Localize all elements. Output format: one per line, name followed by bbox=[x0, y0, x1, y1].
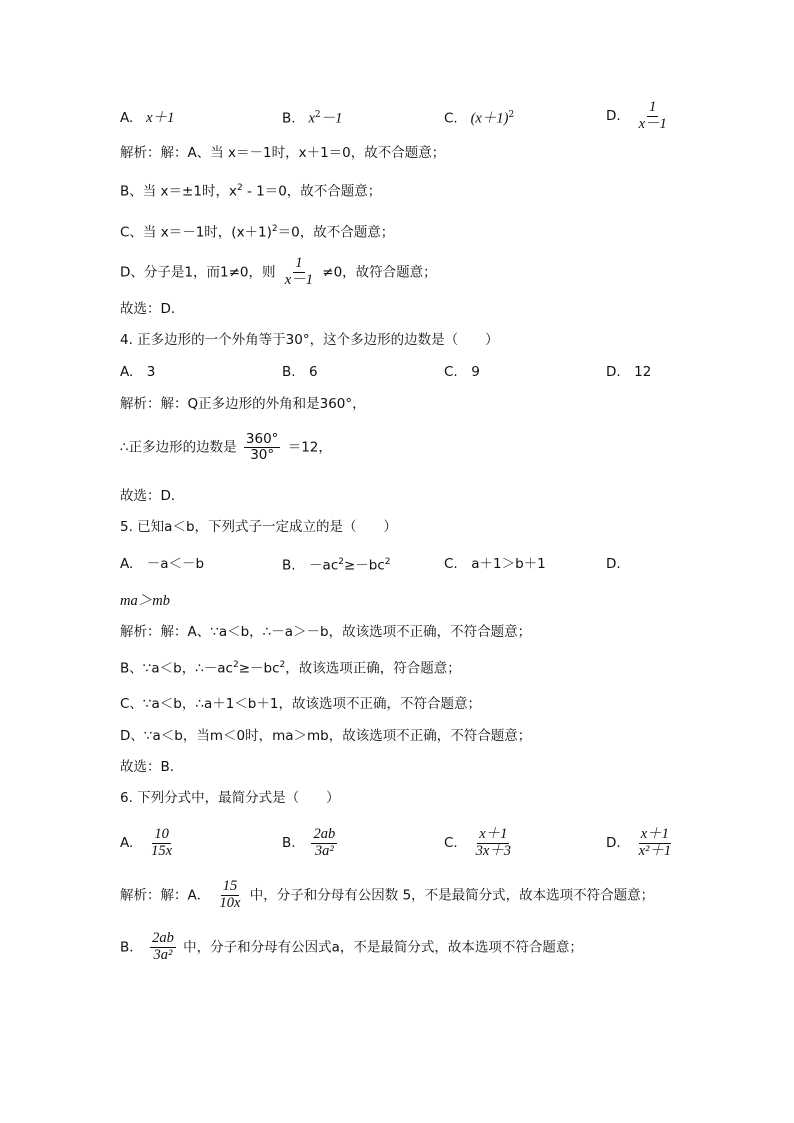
text: ＝0，故不合题意； bbox=[277, 224, 395, 241]
exponent: 2 bbox=[384, 557, 391, 567]
text: B、∵a＜b，∴－ac bbox=[120, 660, 233, 677]
q6-stem: 6. 下列分式中，最简分式是（ ） bbox=[120, 790, 340, 806]
fraction-numerator: x＋1 bbox=[640, 826, 669, 842]
q5-solution-line-1: 解析：解：A、∵a＜b，∴－a＞－b，故该选项不正确，不符合题意； bbox=[120, 624, 532, 640]
q5-solution-line-4: D、∵a＜b，当m＜0时，ma＞mb，故该选项不正确，不符合题意； bbox=[120, 728, 532, 744]
fraction bbox=[283, 256, 315, 289]
option-expression: －1 bbox=[320, 110, 343, 127]
q4-option-a: A. 3 bbox=[120, 364, 156, 380]
option-letter: A. bbox=[120, 834, 134, 851]
exponent: 2 bbox=[338, 557, 344, 567]
fraction bbox=[149, 827, 174, 860]
fraction-denominator: 30° bbox=[250, 446, 275, 463]
fraction-denominator: 15x bbox=[151, 842, 173, 859]
q5-option-d-expression: ma＞mb bbox=[120, 593, 170, 609]
fraction bbox=[244, 432, 281, 463]
option-expression: x bbox=[308, 110, 315, 127]
q5-stem: 5. 已知a＜b，下列式子一定成立的是（ ） bbox=[120, 519, 398, 535]
option-letter: C. bbox=[444, 110, 458, 127]
q6-solution-line-2 bbox=[120, 931, 583, 964]
fraction-numerator: 2ab bbox=[313, 826, 336, 842]
q3-option-c bbox=[444, 111, 514, 126]
option-letter: B. bbox=[282, 110, 296, 127]
fraction bbox=[311, 827, 337, 860]
q3-option-b bbox=[282, 111, 342, 126]
fraction-numerator: x＋1 bbox=[479, 826, 508, 842]
fraction-denominator: x－1 bbox=[638, 115, 667, 132]
exponent: 2 bbox=[271, 224, 278, 234]
q4-stem: 4. 正多边形的一个外角等于30°，这个多边形的边数是（ ） bbox=[120, 332, 499, 348]
text: D、分子是1，而1≠0，则 bbox=[120, 264, 276, 281]
fraction-numerator: 15 bbox=[222, 878, 238, 894]
q5-option-b bbox=[282, 558, 391, 573]
fraction bbox=[474, 827, 513, 860]
q6-option-a bbox=[120, 827, 177, 860]
text: ，故该选项正确，符合题意； bbox=[285, 660, 461, 677]
q3-answer: 故选：D． bbox=[120, 301, 185, 317]
text: B、当 x＝±1时，x bbox=[120, 183, 237, 200]
text: - 1＝0，故不合题意； bbox=[242, 183, 382, 200]
fraction-denominator: 10x bbox=[219, 894, 241, 911]
exponent: 2 bbox=[314, 110, 321, 120]
q4-solution-line-2 bbox=[120, 432, 332, 463]
option-letter: B. bbox=[282, 834, 296, 851]
q4-option-c: C. 9 bbox=[444, 364, 480, 380]
q3-solution-line-1: 解析：解：A、当 x＝－1时，x＋1＝0，故不合题意； bbox=[120, 145, 446, 161]
exponent: 2 bbox=[232, 660, 239, 670]
text: B． bbox=[120, 939, 143, 956]
q5-option-d: D. bbox=[606, 556, 621, 572]
fraction-numerator: 10 bbox=[154, 826, 169, 842]
option-expression: x＋1 bbox=[146, 110, 175, 126]
fraction-numerator: 1 bbox=[295, 255, 303, 271]
q3-solution-line-3 bbox=[120, 225, 394, 240]
fraction-numerator: 1 bbox=[649, 99, 657, 115]
q6-option-d bbox=[606, 827, 676, 860]
text: ≥－bc bbox=[238, 660, 280, 677]
q3-solution-line-2 bbox=[120, 184, 381, 199]
option-letter: D. bbox=[606, 834, 621, 851]
q5-option-a: A. －a＜－b bbox=[120, 556, 205, 572]
q3-option-a bbox=[120, 111, 174, 126]
fraction-denominator: x－1 bbox=[284, 271, 313, 288]
text: ≠0，故符合题意； bbox=[322, 264, 437, 281]
text: 中，分子和分母有公因数 5，不是最简分式，故本选项不符合题意； bbox=[249, 887, 655, 904]
exponent: 2 bbox=[236, 183, 243, 193]
exponent: 2 bbox=[508, 110, 515, 120]
fraction bbox=[637, 827, 674, 860]
q5-solution-line-2 bbox=[120, 661, 461, 676]
text: 解析：解：A． bbox=[120, 887, 211, 904]
fraction-denominator: 3a² bbox=[153, 946, 173, 963]
q3-option-d bbox=[606, 100, 672, 133]
q5-option-c: C. a＋1＞b＋1 bbox=[444, 556, 546, 572]
fraction-numerator: 360° bbox=[245, 431, 279, 447]
text: C、当 x＝－1时，(x＋1) bbox=[120, 224, 272, 241]
option-letter: C. bbox=[444, 834, 458, 851]
q6-option-b bbox=[282, 827, 340, 860]
fraction bbox=[637, 100, 669, 133]
q4-option-d: D. 12 bbox=[606, 364, 652, 380]
fraction bbox=[150, 931, 176, 964]
q4-answer: 故选：D． bbox=[120, 488, 185, 504]
fraction-denominator: 3a² bbox=[314, 842, 334, 859]
q4-solution-line-1: 解析：解：Q正多边形的外角和是360°， bbox=[120, 396, 366, 412]
fraction bbox=[218, 879, 243, 912]
option-letter: D. bbox=[606, 107, 621, 124]
option-letter: A. bbox=[120, 110, 134, 126]
q5-solution-line-3: C、∵a＜b，∴a＋1＜b＋1，故该选项不正确，不符合题意； bbox=[120, 696, 481, 712]
q4-option-b: B. 6 bbox=[282, 364, 318, 380]
option-expression: (x＋1) bbox=[470, 110, 509, 127]
exponent: 2 bbox=[279, 660, 286, 670]
fraction-denominator: x²＋1 bbox=[638, 842, 672, 859]
fraction-numerator: 2ab bbox=[152, 930, 174, 946]
q5-answer: 故选：B． bbox=[120, 759, 184, 775]
q6-option-c bbox=[444, 827, 516, 860]
q6-solution-line-1 bbox=[120, 879, 654, 912]
text: ≥－bc bbox=[343, 557, 385, 574]
text: 中，分子和分母有公因式a，不是最简分式，故本选项不符合题意； bbox=[183, 939, 583, 956]
text: ＝12， bbox=[287, 439, 332, 456]
fraction-denominator: 3x＋3 bbox=[475, 842, 512, 859]
text: ∴正多边形的边数是 bbox=[120, 439, 237, 456]
text: B. －ac bbox=[282, 557, 339, 574]
q3-solution-line-4 bbox=[120, 256, 437, 289]
